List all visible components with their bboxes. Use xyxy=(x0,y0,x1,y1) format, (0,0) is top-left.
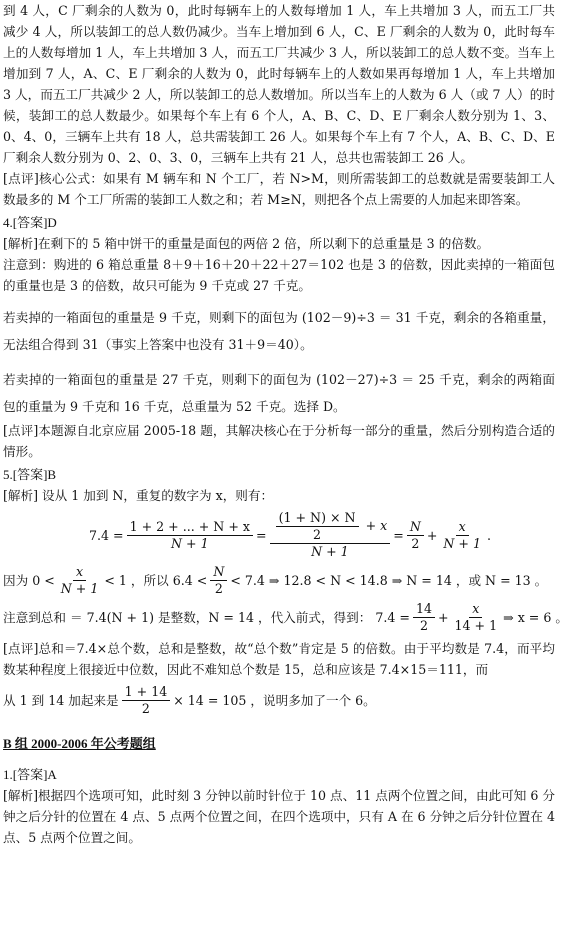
q5-comment: [点评]总和＝7.4×总个数，总和是整数，故“总个数”肯定是 5 的倍数。由于平均数是 7.4，而平均数某种程度上很接近中位数，因此不难知总个数是 15，总和应该是 7.4×15＝111，而 xyxy=(3,641,555,677)
equation-2 xyxy=(3,564,555,597)
eq1-equals: = xyxy=(256,527,267,543)
b1-answer: 1.[答案]A xyxy=(3,767,57,782)
q5-answer: 5.[答案]B xyxy=(3,467,57,482)
eq3-fa-den: 2 xyxy=(419,618,428,633)
paragraph-continued-analysis: 到 4 人，C 厂剩余的人数为 0，此时每辆车上的人数每增加 1 人，车上共增加 3 人，而五工厂共减少 4 人，所以装卸工的总人数仍减少。当车上增加到 6 人，C、E 厂剩余的人数为 0，此时每车上的人数每增加 1 人，车上共增加 3 人，而五工厂共减少 3 人，所以装卸工的总人数不变。当车上增加到 7 人，A、C、E 厂剩余的人数为 0，此时每辆车上的人数如果再每增加 1 人，车上共增加 3 人，而五工厂共减少 2 人，所以装卸工的总人数增加。所以当车上的人数为 6 人（或 7 人）的时候，装卸工的总人数最少。如果每个车上有 6 个人，A、B、C、D、E 厂剩余人数分别为 1、3、0、4、0，三辆车上共有 18 人，总共需装卸工 26 人。如果每个车上有 7 个人，A、B、C、D、E 厂剩余人数分别为 0、2、0、3、0，三辆车上共有 21 人，总共也需装卸工 26 人。 xyxy=(3,3,555,165)
eq4-pre: 从 1 到 14 加起来是 xyxy=(3,693,119,708)
b1-analysis: [解析]根据四个选项可知，此时刻 3 分钟以前时针位于 10 点、11 点两个位置之间，由此可知 6 分钟之后分针的位置在 4 点、5 点两个位置之间，在四个选项中，只有 A 在 6 分钟之后分针位置在 4 点、5 点两个位置之间。 xyxy=(3,788,555,845)
eq1-f4-den: N + 1 xyxy=(443,535,481,551)
eq1-f4-num: x xyxy=(456,519,469,536)
eq3-fraction-a xyxy=(413,601,435,634)
eq1-fraction-2 xyxy=(270,510,391,560)
eq2-fa-num: x xyxy=(73,564,86,581)
eq1-f2-den: N + 1 xyxy=(311,544,349,559)
q4-analysis-4: 若卖掉的一箱面包的重量是 27 千克，则剩下的面包为 (102－27)÷3 ＝ 25 千克，剩余的两箱面包的重量为 9 千克和 16 千克，总重量为 52 千克。选择 D。 xyxy=(3,372,555,414)
eq4-f-den: 2 xyxy=(141,701,150,716)
eq2-fraction-a xyxy=(58,564,102,597)
eq2-pre: 因为 0 < xyxy=(3,573,55,588)
comment-core-formula: [点评]核心公式：如果有 M 辆车和 N 个工厂，若 N>M，则所需装卸工的总数就是需要装卸工人数最多的 M 个工厂所需的装卸工人数之和；若 M≥N，则把各个点上需要的人加起来即答案。 xyxy=(3,171,555,207)
eq1-plus: + xyxy=(426,527,438,543)
eq3-post: ⇒ x = 6 。 xyxy=(503,610,568,625)
eq1-f2-plus-x: + x xyxy=(365,518,388,533)
q4-answer: 4.[答案]D xyxy=(3,215,57,230)
eq3-plus: + xyxy=(437,610,449,625)
eq1-f3-den: 2 xyxy=(411,535,420,551)
eq2-mid: < 1 ，所以 6.4 < xyxy=(104,573,208,588)
q4-analysis-2: 注意到：购进的 6 箱总重量 8＋9＋16＋20＋22＋27＝102 也是 3 的倍数，因此卖掉的一箱面包的重量也是 3 的倍数，故只可能为 9 千克或 27 千克。 xyxy=(3,257,555,293)
eq1-f2-inner-fraction xyxy=(276,510,359,543)
eq2-fraction-b xyxy=(210,564,227,597)
eq3-fa-num: 14 xyxy=(413,601,435,618)
eq1-f1-num: 1 + 2 + ... + N + x xyxy=(127,519,253,536)
section-title-text: B 组 2000-2006 年公考题组 xyxy=(3,736,156,751)
q4-analysis-3: 若卖掉的一箱面包的重量是 9 千克，则剩下的面包为 (102－9)÷3 ＝ 31 千克，剩余的各箱重量，无法组合得到 31（事实上答案中也没有 31＋9＝40）。 xyxy=(3,310,555,352)
q4-analysis-1: [解析]在剩下的 5 箱中饼干的重量是面包的两倍 2 倍，所以剩下的总重量是 3 的倍数。 xyxy=(3,236,490,251)
section-title xyxy=(3,733,555,754)
eq3-fb-den: 14 + 1 xyxy=(454,618,498,633)
eq1-f3-num: N xyxy=(407,519,424,536)
q5-analysis-intro: [解析] 设从 1 加到 N，重复的数字为 x，则有： xyxy=(3,488,274,503)
eq1-end: . xyxy=(487,527,492,543)
equation-4 xyxy=(3,684,555,717)
eq1-f1-den: N + 1 xyxy=(171,535,209,551)
eq2-fb-num: N xyxy=(210,564,227,581)
eq1-fraction-3 xyxy=(407,519,424,552)
eq1-equals-2: = xyxy=(393,527,404,543)
eq4-post: × 14 = 105 ，说明多加了一个 6。 xyxy=(173,693,376,708)
eq3-pre: 注意到总和 ＝ 7.4(N + 1) 是整数，N = 14 ，代入前式，得到： 7.4 = xyxy=(3,610,410,625)
eq2-fa-den: N + 1 xyxy=(60,581,99,596)
eq1-fraction-1 xyxy=(127,519,253,552)
eq3-fb-num: x xyxy=(469,601,482,618)
q4-comment: [点评]本题源自北京应届 2005-18 题，其解决核心在于分析每一部分的重量，然后分别构造合适的情形。 xyxy=(3,423,555,459)
eq1-f2-inner-den: 2 xyxy=(313,527,322,542)
eq2-post: < 7.4 ⇒ 12.8 < N < 14.8 ⇒ N = 14 ，或 N = 13 。 xyxy=(230,573,548,588)
eq3-fraction-b xyxy=(452,601,501,634)
eq4-f-num: 1 + 14 xyxy=(122,684,171,701)
eq1-f2-numerator xyxy=(270,510,391,544)
eq1-fraction-4 xyxy=(440,519,484,552)
eq1-f2-inner-num: (1 + N) × N xyxy=(276,510,359,527)
document-page xyxy=(3,0,568,848)
equation-1 xyxy=(89,510,555,560)
eq2-fb-den: 2 xyxy=(214,581,223,596)
equation-3 xyxy=(3,601,568,634)
eq4-fraction xyxy=(122,684,171,717)
eq1-lhs: 7.4 = xyxy=(89,527,124,543)
